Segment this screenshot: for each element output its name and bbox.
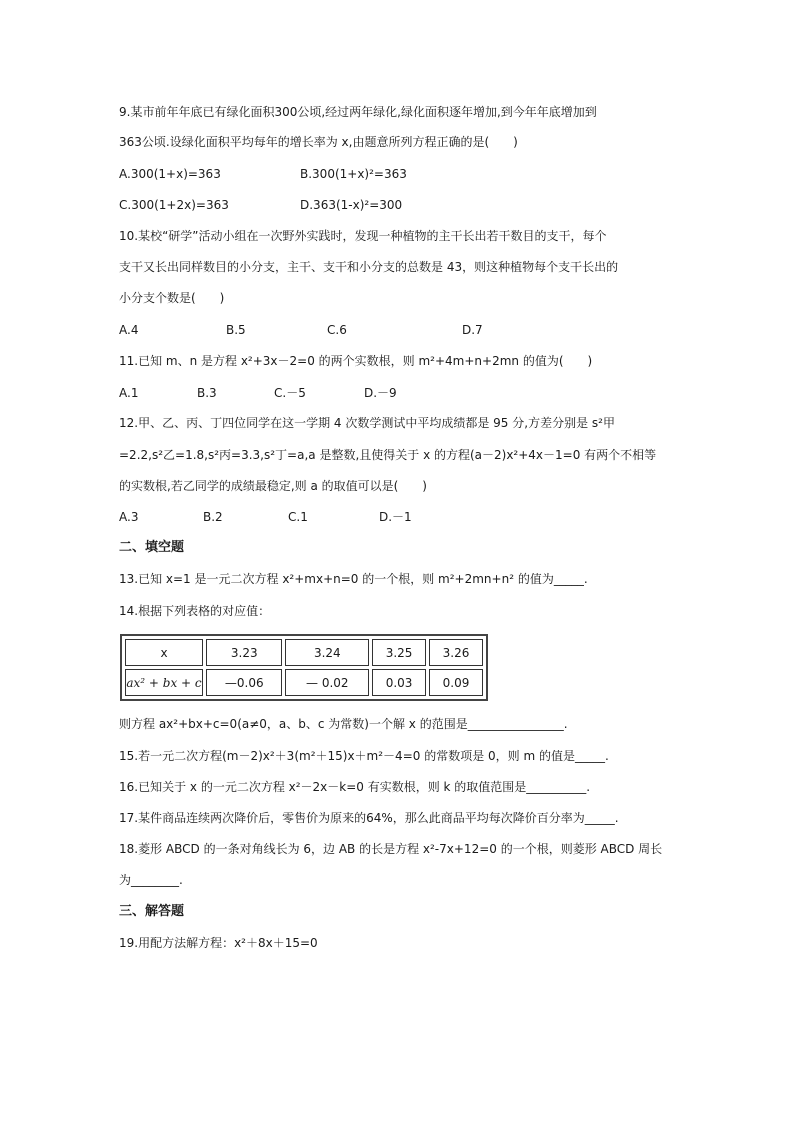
q19-text: 19.用配方法解方程：x²＋8x＋15=0 (119, 936, 318, 950)
table-cell: 3.25 (372, 639, 426, 666)
q10-line1: 10.某校“研学”活动小组在一次野外实践时，发现一种植物的主干长出若干数目的支干，每个 (119, 229, 607, 243)
q10-line2: 支干又长出同样数目的小分支，主干、支干和小分支的总数是 43，则这种植物每个支干长出的 (119, 260, 619, 274)
q9-options-row1 (119, 166, 699, 182)
section-solve-heading: 三、解答题 (119, 904, 185, 919)
q12-line2: =2.2,s²乙=1.8,s²丙=3.3,s²丁=a,a 是整数,且使得关于 x 的方程(a－2)x²+4x－1=0 有两个不相等 (119, 448, 657, 462)
q9-option-c: C.300(1+2x)=363 (119, 198, 229, 212)
q9-line2: 363公顷.设绿化面积平均每年的增长率为 x,由题意所列方程正确的是( ) (119, 135, 518, 149)
q11-option-d: D.－9 (364, 386, 397, 400)
table-row (125, 639, 483, 666)
table-cell: x (125, 639, 203, 666)
table-row (125, 669, 483, 696)
q9-line1: 9.某市前年年底已有绿化面积300公顷,经过两年绿化,绿化面积逐年增加,到今年年底增加到 (119, 105, 597, 119)
q16-text: 16.已知关于 x 的一元二次方程 x²－2x－k=0 有实数根，则 k 的取值范围是__________. (119, 780, 591, 794)
q12-option-b: B.2 (203, 510, 223, 524)
table-cell: — 0.02 (285, 669, 369, 696)
q9-option-a: A.300(1+x)=363 (119, 167, 221, 181)
q18-line1: 18.菱形 ABCD 的一条对角线长为 6，边 AB 的长是方程 x²-7x+12=0 的一个根，则菱形 ABCD 周长 (119, 842, 663, 856)
q12-option-d: D.－1 (379, 510, 412, 524)
table-cell: 3.26 (429, 639, 483, 666)
table-cell-expression: ax² + bx + c (125, 669, 203, 696)
q10-option-a: A.4 (119, 323, 139, 337)
q10-option-d: D.7 (462, 323, 483, 337)
q12-line3: 的实数根,若乙同学的成绩最稳定,则 a 的取值可以是( ) (119, 479, 427, 493)
q17-text: 17.某件商品连续两次降价后，零售价为原来的64%，那么此商品平均每次降价百分率为_____. (119, 811, 619, 825)
q11-option-c: C.－5 (274, 386, 306, 400)
q9-option-d: D.363(1-x)²=300 (300, 198, 403, 212)
section-fill-in-heading: 二、填空题 (119, 540, 185, 555)
q14-value-table (120, 634, 488, 701)
q11-option-b: B.3 (197, 386, 217, 400)
q14-title: 14.根据下列表格的对应值： (119, 604, 271, 618)
q12-option-a: A.3 (119, 510, 139, 524)
table-cell: —0.06 (206, 669, 282, 696)
table-cell: 0.09 (429, 669, 483, 696)
table-cell: 3.23 (206, 639, 282, 666)
q12-line1: 12.甲、乙、丙、丁四位同学在这一学期 4 次数学测试中平均成绩都是 95 分,方差分别是 s²甲 (119, 416, 615, 430)
q12-options (119, 509, 699, 525)
q11-options (119, 385, 699, 401)
q9-options-row2 (119, 197, 699, 213)
q12-option-c: C.1 (288, 510, 308, 524)
q10-option-b: B.5 (226, 323, 246, 337)
table-cell: 0.03 (372, 669, 426, 696)
q15-text: 15.若一元二次方程(m－2)x²＋3(m²＋15)x＋m²－4=0 的常数项是 0，则 m 的值是_____. (119, 749, 609, 763)
q13-text: 13.已知 x=1 是一元二次方程 x²+mx+n=0 的一个根，则 m²+2mn+n² 的值为_____. (119, 572, 588, 586)
q11-line1: 11.已知 m、n 是方程 x²+3x－2=0 的两个实数根，则 m²+4m+n+2mn 的值为( ) (119, 354, 593, 368)
q9-option-b: B.300(1+x)²=363 (300, 167, 407, 181)
q14-after: 则方程 ax²+bx+c=0(a≠0，a、b、c 为常数)一个解 x 的范围是________________. (119, 717, 568, 731)
q10-line3: 小分支个数是( ) (119, 291, 225, 305)
q10-option-c: C.6 (327, 323, 347, 337)
q10-options (119, 322, 699, 338)
table-cell: 3.24 (285, 639, 369, 666)
q11-option-a: A.1 (119, 386, 139, 400)
q18-line2: 为________. (119, 873, 183, 887)
